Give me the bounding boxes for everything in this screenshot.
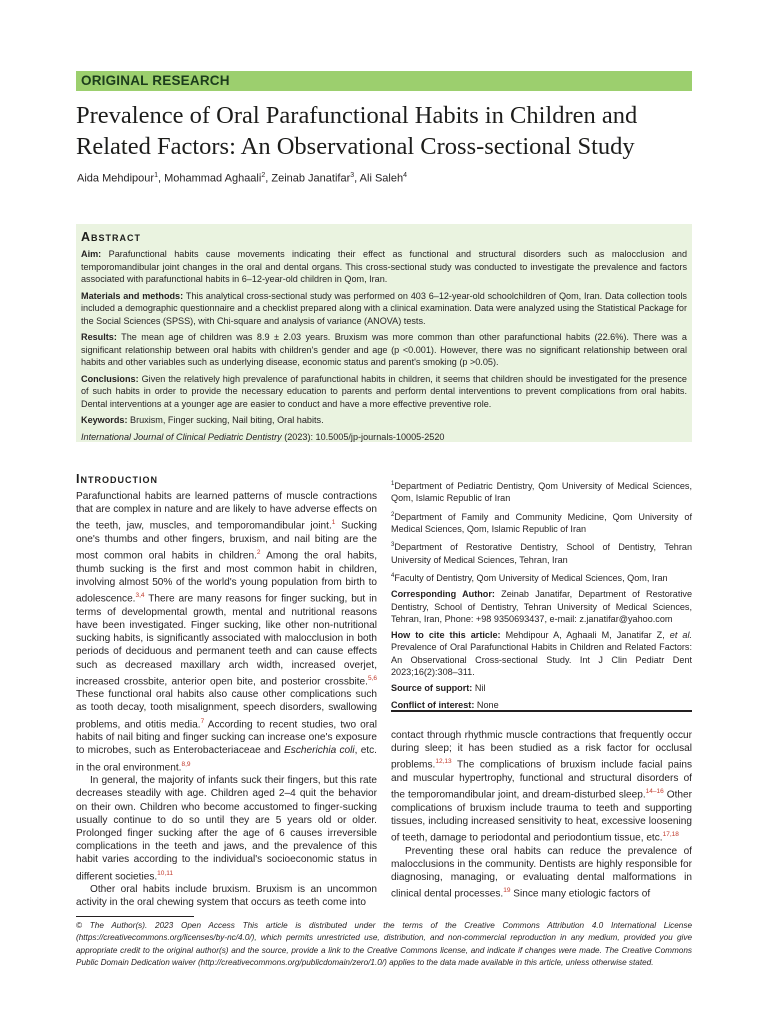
keywords-text: Bruxism, Finger sucking, Nail biting, Oral habits.: [130, 415, 324, 425]
cite-text: Mehdipour A, Aghaali M, Janatifar Z,: [500, 630, 670, 641]
aim-text: Parafunctional habits cause movements indicating their effect as functional and structural disorders such as malocclusion and temporomandibular joint changes in the oral and dental organs. This cross-sectional study was conducted to investigate the prevalence and factors associated with parafunctional habits in 6–12-year-old children in Qom, Iran.: [81, 249, 688, 284]
author-list: [77, 172, 407, 185]
text-run: Sucking one's thumbs and other fingers, bruxism, and nail biting are the most common oral habits in children.: [76, 520, 377, 562]
affiliation-text: Department of Pediatric Dentistry, Qom University of Medical Sciences, Qom, Islamic Republic of Iran: [391, 481, 692, 504]
citation-ref: 1: [331, 519, 336, 527]
author-affiliation-ref: 3: [350, 172, 355, 179]
text-run: , etc. in the oral environment.: [76, 745, 377, 774]
abstract-methods: [81, 290, 687, 328]
author-affiliation-ref: 4: [403, 172, 407, 179]
text-run: Since many etiologic factors of: [510, 888, 651, 900]
affiliations: [391, 478, 692, 584]
citation-ref: 19: [503, 887, 511, 895]
citation-ref: 5,6: [367, 674, 377, 682]
intro-paragraph-2: [76, 774, 377, 883]
corresponding-author: [391, 588, 692, 625]
corresponding-label: Corresponding Author:: [391, 589, 495, 600]
text-run: According to recent studies, two oral habits of nail biting and finger sucking can increase one's exposure to microbes, such as Enterobacteriaceae and: [76, 719, 378, 757]
conflict-label: Conflict of interest:: [391, 699, 475, 710]
abstract-conclusions: [81, 373, 687, 411]
cite-etal: et al.: [669, 630, 693, 641]
citation-ref: 14–16: [645, 788, 664, 796]
italic-term: Escherichia coli: [284, 745, 355, 757]
author-name: Aida Mehdipour: [77, 172, 155, 185]
column-divider: [391, 710, 692, 712]
affiliation-item: [391, 570, 692, 584]
journal-citation: [81, 431, 687, 444]
author-separator: ,: [157, 172, 165, 185]
source-of-support: [391, 682, 692, 694]
left-column: [76, 472, 377, 910]
affiliation-item: [391, 478, 692, 505]
introduction-body: [76, 490, 377, 910]
text-run: In general, the majority of infants suck their fingers, but this rate decreases steadily with age. Children aged 2–4 quit the behavior on their own. Children who become accustomed to finger-sucking usually continue to do so until they are 5 years old or older. Prolonged finger sucking after the age of 6 causes irreversible complications in the teeth and jaws, and the prevalence of this habit varies according to the individual's socioeconomic status in different societies.: [76, 775, 377, 882]
how-to-cite: [391, 629, 692, 678]
journal-doi: (2023): 10.5005/jp-journals-10005-2520: [281, 431, 445, 442]
methods-text: This analytical cross-sectional study was performed on 403 6–12-year-old schoolchildren of Qom, Iran. Data collection tools included a demographic questionnaire and a checklist prepared along with a clinical examination. Data were analyzed using the Statistical Package for the Social Sciences (SPSS), with Chi-square and analysis of variance (ANOVA) tests.: [81, 290, 687, 326]
right-column-affiliations: [391, 478, 692, 715]
affiliation-number: 2: [391, 511, 395, 518]
affiliation-text: Department of Restorative Dentistry, School of Dentistry, Tehran University of Medical Sciences, Tehran, Iran: [391, 542, 692, 565]
abstract-keywords: [81, 414, 687, 427]
affiliation-item: [391, 539, 692, 566]
conflict-text: None: [474, 699, 499, 710]
journal-name: International Journal of Clinical Pediatric Dentistry: [81, 431, 282, 442]
author-name: Ali Saleh: [359, 172, 404, 185]
intro-paragraph-3: [76, 883, 377, 909]
author-name: Zeinab Janatifar: [271, 172, 351, 185]
results-label: Results:: [81, 332, 117, 342]
article-title: Prevalence of Oral Parafunctional Habits in Children and Related Factors: An Observational Cross-sectional Study: [76, 102, 638, 160]
keywords-label: Keywords:: [81, 415, 128, 425]
text-run: Among the oral habits, thumb sucking is the first and most common habit in children, involving almost 50% of the world's young population from birth to adolescence.: [76, 550, 377, 605]
article-type-label: ORIGINAL RESEARCH: [81, 73, 230, 88]
article-type-banner: [76, 71, 692, 91]
results-text: The mean age of children was 8.9 ± 2.03 years. Bruxism was more common than other parafunctional habits (22.6%). There was a significant relationship between oral habits with children's gender and age (p <0.001). However, there was no significant relationship between oral habits and other variables such as underlying disease, economic status and parent's smoking (p >0.05).: [81, 332, 687, 367]
author-affiliation-ref: 2: [261, 172, 266, 179]
cite-label: How to cite this article:: [391, 630, 501, 641]
text-run: Preventing these oral habits can reduce the prevalence of malocclusions in the community. Dentists are highly responsible for diagnosing, managing, or evaluating dental malformations in clinical dental processes.: [391, 845, 692, 900]
methods-label: Materials and methods:: [81, 290, 184, 301]
intro-paragraph-1: [76, 490, 377, 774]
cite-text-2: Prevalence of Oral Parafunctional Habits in Children and Related Factors: An Observational Cross-sectional Study. Int J Clin Pediatr Dent 2023;16(2):308–311.: [391, 642, 692, 677]
aim-label: Aim:: [81, 249, 102, 259]
text-run: There are many reasons for finger sucking, but in terms of developmental growth, mental and nutritional reasons have been investigated. Finger sucking, like other non-nutritional sucking habits, is significantly associated with malocclusion in both periods of deciduous and permanent teeth and can cause effects such as decreased maxillary arch width, increased overjet, increased crossbite, anterior open bite, and posterior crossbite.: [76, 593, 377, 688]
license-footnote: © The Author(s). 2023 Open Access This article is distributed under the terms of the Creative Commons Attribution 4.0 International License (https://creativecommons.org/licenses/by-nc/4.0/), which permits unrestricted use, distribution, and non-commercial reproduction in any medium, provided you give appropriate credit to the original author(s) and the source, provide a link to the Creative Commons license, and indicate if changes were made. The Creative Commons Public Domain Dedication waiver (http://creativecommons.org/publicdomain/zero/1.0/) applies to the data made available in this article, unless otherwise stated.: [76, 921, 692, 967]
text-run: These functional oral habits also cause other complications such as tooth decay, tooth misalignment, speech disorders, swallowing problems, and otitis media.: [76, 689, 377, 731]
support-text: Nil: [472, 683, 486, 694]
author-name: Mohammad Aghaali: [164, 172, 262, 185]
affiliation-number: 4: [391, 572, 395, 579]
corresponding-text: Zeinab Janatifar, Department of Restorative Dentistry, School of Dentistry, Tehran University of Medical Sciences, Tehran, Iran, Phone: +98 9350693437, e-mail: z.janatifar@yahoo.com: [391, 589, 692, 624]
citation-ref: 12,13: [435, 758, 452, 766]
text-run: The complications of bruxism include facial pains and muscular hypertrophy, functional and structural disorders of the temporomandibular joint, and dream-disturbed sleep.: [391, 759, 692, 801]
text-run: Other oral habits include bruxism. Bruxism is an uncommon activity in the oral chewing system that occurs as teeth come into: [76, 884, 377, 909]
affiliation-number: 3: [391, 542, 395, 549]
author-affiliation-ref: 1: [154, 172, 158, 179]
citation-ref: 8,9: [181, 760, 191, 768]
abstract-results: [81, 331, 687, 369]
citation-ref: 17,18: [662, 831, 679, 839]
abstract-heading: Abstract: [81, 230, 142, 244]
article-info: [391, 588, 692, 711]
text-run: Other complications of bruxism include trauma to teeth and supporting tissues, including increased sensitivity to heat, excessive loosening of teeth, damage to periodontal and periodontium tissue, etc.: [391, 789, 692, 844]
affiliation-number: 1: [391, 481, 395, 487]
abstract-box: [76, 224, 692, 442]
citation-ref: 7: [200, 717, 205, 725]
abstract-aim: [81, 248, 687, 286]
conclusions-text: Given the relatively high prevalence of parafunctional habits in children, it seems that children should be investigated for the presence of such habits in order to provide the necessary education to parents and perform dental interventions to prevent complications from oral habits. Dental interventions at a younger age are easier to conduct and have a more effective preventive role.: [81, 373, 687, 409]
author-separator: ,: [265, 172, 272, 185]
abstract-body: [81, 248, 687, 447]
right-column-body: [391, 729, 692, 901]
text-run: contact through rhythmic muscle contractions that frequently occur during sleep; it has been studied as a risk factor for occlusal problems.: [391, 730, 692, 771]
footnote-divider: [76, 916, 194, 917]
right-paragraph-2: [391, 845, 692, 901]
citation-ref: 2: [256, 549, 261, 557]
text-run: Parafunctional habits are learned patterns of muscle contractions that are complex in nature and are likely to have adverse effects on the teeth, jaw, muscles, and temporomandibular joint.: [76, 491, 377, 532]
author-separator: ,: [354, 172, 360, 185]
right-paragraph-1: [391, 729, 692, 845]
right-body-text: [391, 729, 692, 901]
affiliation-item: [391, 509, 692, 536]
support-label: Source of support:: [391, 683, 473, 694]
affiliation-text: Faculty of Dentistry, Qom University of Medical Sciences, Qom, Iran: [394, 572, 668, 583]
introduction-heading: Introduction: [76, 472, 158, 486]
citation-ref: 10,11: [157, 869, 173, 877]
affiliation-text: Department of Family and Community Medicine, Qom University of Medical Sciences, Qom, Islamic Republic of Iran: [391, 511, 692, 534]
conclusions-label: Conclusions:: [81, 373, 139, 384]
citation-ref: 3,4: [135, 592, 145, 600]
